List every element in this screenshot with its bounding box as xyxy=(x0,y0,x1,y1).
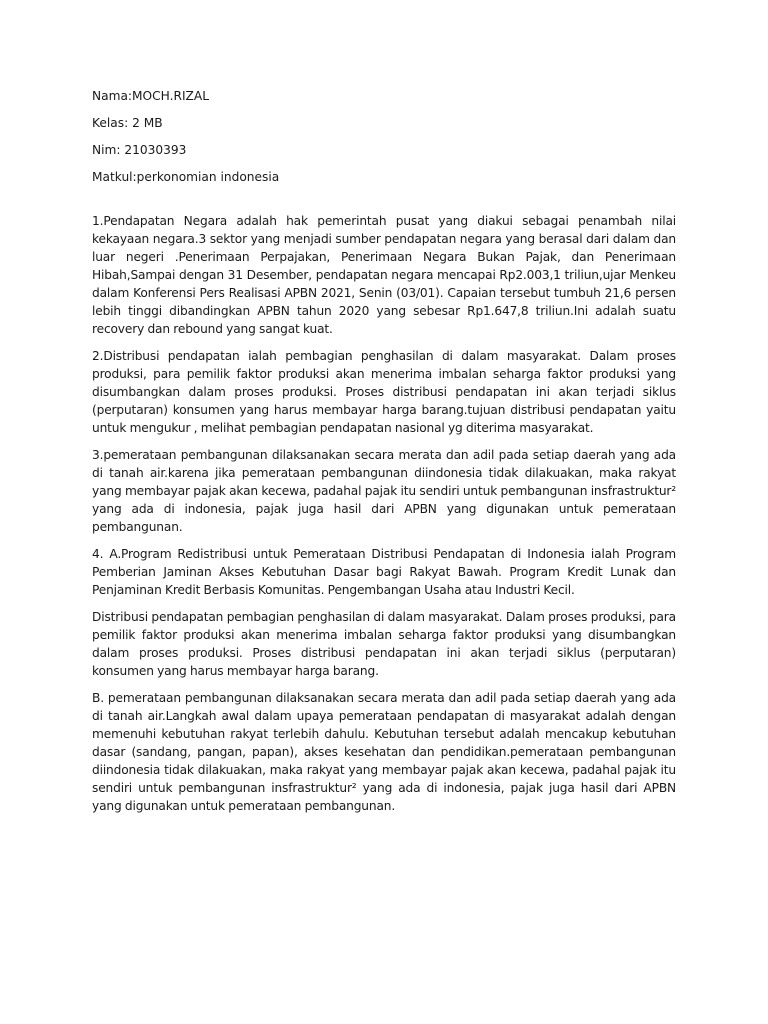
course-name: Matkul:perkonomian indonesia xyxy=(92,170,280,184)
answer-paragraph-4a: 4. A.Program Redistribusi untuk Pemerataan Distribusi Pendapatan di Indonesia ialah Program Pemberian Jaminan Akses Kebutuhan Dasar bagi Rakyat Bawah. Program Kredit Lunak dan Penjaminan Kredit Berbasis Komunitas. Pengembangan Usaha atau Industri Kecil. xyxy=(92,547,676,597)
answer-paragraph-4b: B. pemerataan pembangunan dilaksanakan secara merata dan adil pada setiap daerah yang ada di tanah air.Langkah awal dalam upaya pemerataan pendapatan di masyarakat adalah dengan memenuhi kebutuhan rakyat terlebih dahulu. Kebutuhan tersebut adalah mencakup kebutuhan dasar (sandang, pangan, papan), akses kesehatan dan pendidikan.pemerataan pembangunan diindonesia tidak dilakuakan, maka rakyat yang membayar pajak akan kecewa, padahal pajak itu sendiri untuk pembangunan insfrastruktur² yang ada di indonesia, pajak juga hasil dari APBN yang digunakan untuk pemerataan pembangunan. xyxy=(92,691,676,813)
student-name: Nama:MOCH.RIZAL xyxy=(92,89,210,103)
answer-paragraph-1: 1.Pendapatan Negara adalah hak pemerintah pusat yang diakui sebagai penambah nilai kekayaan negara.3 sektor yang menjadi sumber pendapatan negara yang berasal dari dalam dan luar negeri .Penerimaan Perpajakan, Penerimaan Negara Bukan Pajak, dan Penerimaan Hibah,Sampai dengan 31 Desember, pendapatan negara mencapai Rp2.003,1 triliun,ujar Menkeu dalam Konferensi Pers Realisasi APBN 2021, Senin (03/01). Capaian tersebut tumbuh 21,6 persen lebih tinggi dibandingkan APBN tahun 2020 yang sebesar Rp1.647,8 triliun.Ini adalah suatu recovery dan rebound yang sangat kuat. xyxy=(92,214,676,336)
answer-paragraph-3: 3.pemerataan pembangunan dilaksanakan secara merata dan adil pada setiap daerah yang ada di tanah air.karena jika pemerataan pembangunan diindonesia tidak dilakuakan, maka rakyat yang membayar pajak akan kecewa, padahal pajak itu sendiri untuk pembangunan insfrastruktur² yang ada di indonesia, pajak juga hasil dari APBN yang digunakan untuk pemerataan pembangunan. xyxy=(92,448,676,534)
answer-paragraph-4a-detail: Distribusi pendapatan pembagian penghasilan di dalam masyarakat. Dalam proses produksi, para pemilik faktor produksi akan menerima imbalan seharga faktor produksi yang disumbangkan dalam proses produksi. Proses distribusi pendapatan ini akan terjadi siklus (perputaran) konsumen yang harus membayar harga barang. xyxy=(92,610,676,678)
answer-paragraph-2: 2.Distribusi pendapatan ialah pembagian penghasilan di dalam masyarakat. Dalam proses produksi, para pemilik faktor produksi akan menerima imbalan seharga faktor produksi yang disumbangkan dalam proses produksi. Proses distribusi pendapatan ini akan terjadi siklus (perputaran) konsumen yang harus membayar harga barang.tujuan distribusi pendapatan yaitu untuk mengukur , melihat pembagian pendapatan nasional yg diterima masyarakat. xyxy=(92,349,676,435)
student-class: Kelas: 2 MB xyxy=(92,116,163,130)
student-nim: Nim: 21030393 xyxy=(92,143,187,157)
document-page xyxy=(92,87,676,824)
section-spacer xyxy=(92,195,676,212)
